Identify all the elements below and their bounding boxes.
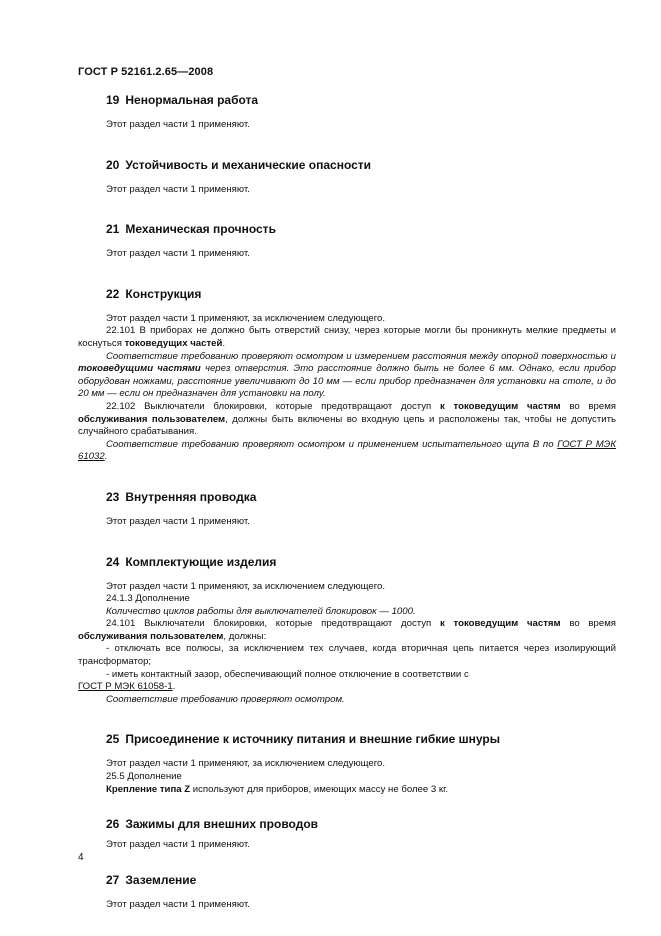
paragraph: Этот раздел части 1 применяют. [106, 119, 250, 130]
text-run: Соответствие требованию проверяют осмотром и измерением расстояния между опорной поверхностью и [106, 350, 616, 362]
text-run: через отверстия. Это расстояние должно быть не более 6 мм. Однако, если прибор оборудован ножками, расстояние увеличивают до 10 мм — если прибор предназначен для установки на столе, и до 20 мм — если он предназначен для установки на полу. [78, 363, 616, 400]
document-id: ГОСТ Р 52161.2.65—2008 [78, 66, 214, 78]
section-25 [78, 732, 616, 796]
text-run: . [222, 337, 226, 349]
paragraph: Количество циклов работы для выключателей блокировок — 1000. [106, 605, 416, 617]
text-run: 22.101 В приборах не должно быть отверстий снизу, через которые могли бы проникнуть мелкие предметы и коснуться [78, 325, 616, 349]
text-run: , должны: [223, 630, 267, 642]
term: токоведущих частей [124, 337, 223, 349]
text-run: используют для приборов, имеющих массу не более 3 кг. [190, 783, 449, 795]
section-title [106, 555, 616, 569]
clause-24-101 [78, 618, 616, 643]
section-number: 27 [106, 872, 120, 887]
section-19 [78, 93, 616, 132]
section-number: 21 [106, 222, 120, 237]
paragraph [78, 784, 616, 797]
text-run: . [104, 451, 108, 463]
paragraph: Этот раздел части 1 применяют. [106, 839, 250, 851]
term: Крепление типа Z [106, 783, 191, 795]
section-number: 25 [106, 732, 120, 747]
clause-22-102 [78, 401, 616, 439]
section-heading: Внутренняя проводка [125, 489, 257, 504]
paragraph: Этот раздел части 1 применяют. [106, 183, 250, 195]
clause-25-5: 25.5 Дополнение [106, 771, 182, 783]
text-run: 24.101 Выключатели блокировки, которые предотвращают доступ [106, 618, 440, 630]
section-number: 20 [106, 157, 120, 172]
clause-24-1-3: 24.1.3 Дополнение [106, 593, 190, 605]
text-run: , должны быть включены во входную цепь и расположены так, чтобы не допустить случайного срабатывания. [78, 413, 617, 438]
compliance-note: Соответствие требованию проверяют осмотром. [106, 693, 345, 705]
term: к токоведущим частям [440, 618, 561, 630]
term: обслуживания пользователем [78, 413, 226, 425]
text-run: во время [560, 400, 616, 412]
section-title [106, 287, 616, 301]
paragraph: Этот раздел части 1 применяют. [106, 248, 250, 260]
section-heading: Механическая прочность [125, 222, 276, 237]
section-title [106, 490, 616, 504]
text-run: во время [560, 618, 616, 630]
section-title [106, 873, 616, 887]
section-title [106, 732, 616, 746]
section-27 [78, 873, 616, 912]
section-26 [78, 817, 616, 852]
paragraph: Этот раздел части 1 применяют. [106, 515, 250, 527]
standard-reference-link[interactable]: ГОСТ Р МЭК 61058-1 [78, 681, 173, 693]
list-item: - иметь контактный зазор, обеспечивающий полное отключение в соответствии с [106, 668, 469, 680]
section-title [106, 222, 616, 236]
term: обслуживания пользователем [78, 630, 224, 642]
standard-reference-link[interactable]: ГОСТ Р МЭК 61032 [78, 438, 616, 463]
section-23 [78, 490, 616, 529]
list-item: - отключать все полюсы, за исключением тех случаев, когда вторичная цепь питается через изолирующий трансформатор; [78, 643, 616, 668]
page-number: 4 [78, 852, 84, 863]
section-heading: Присоединение к источнику питания и внешние гибкие шнуры [125, 732, 500, 747]
paragraph: Этот раздел части 1 применяют, за исключением следующего. [106, 758, 386, 770]
text-run: 22.102 Выключатели блокировки, которые предотвращают доступ [106, 400, 440, 412]
term: к токоведущим частям [440, 400, 561, 412]
compliance-note [78, 351, 616, 401]
document-body [78, 93, 616, 911]
section-20 [78, 158, 616, 197]
section-22 [78, 287, 616, 464]
section-title [106, 93, 616, 107]
section-heading: Устойчивость и механические опасности [125, 157, 372, 172]
clause-22-101 [78, 325, 616, 350]
text-run: Соответствие требованию проверяют осмотром и применением испытательного щупа В по [106, 438, 558, 450]
section-heading: Зажимы для внешних проводов [125, 817, 319, 832]
paragraph: Этот раздел части 1 применяют, за исключением следующего. [106, 580, 386, 592]
term: токоведущими частями [78, 363, 201, 375]
paragraph [78, 681, 616, 694]
section-number: 22 [106, 286, 120, 301]
section-24 [78, 555, 616, 707]
section-title [106, 158, 616, 172]
section-number: 23 [106, 489, 120, 504]
text-run: . [172, 681, 176, 693]
paragraph: Этот раздел части 1 применяют. [106, 898, 250, 910]
paragraph: Этот раздел части 1 применяют, за исключением следующего. [106, 312, 386, 324]
section-heading: Конструкция [125, 286, 202, 301]
section-title [106, 817, 616, 831]
section-heading: Ненормальная работа [125, 93, 259, 107]
section-heading: Комплектующие изделия [125, 554, 277, 569]
section-number: 26 [106, 817, 120, 832]
section-number: 19 [106, 93, 120, 107]
compliance-note [78, 439, 616, 464]
section-number: 24 [106, 554, 120, 569]
section-heading: Заземление [125, 872, 197, 887]
section-21 [78, 222, 616, 261]
